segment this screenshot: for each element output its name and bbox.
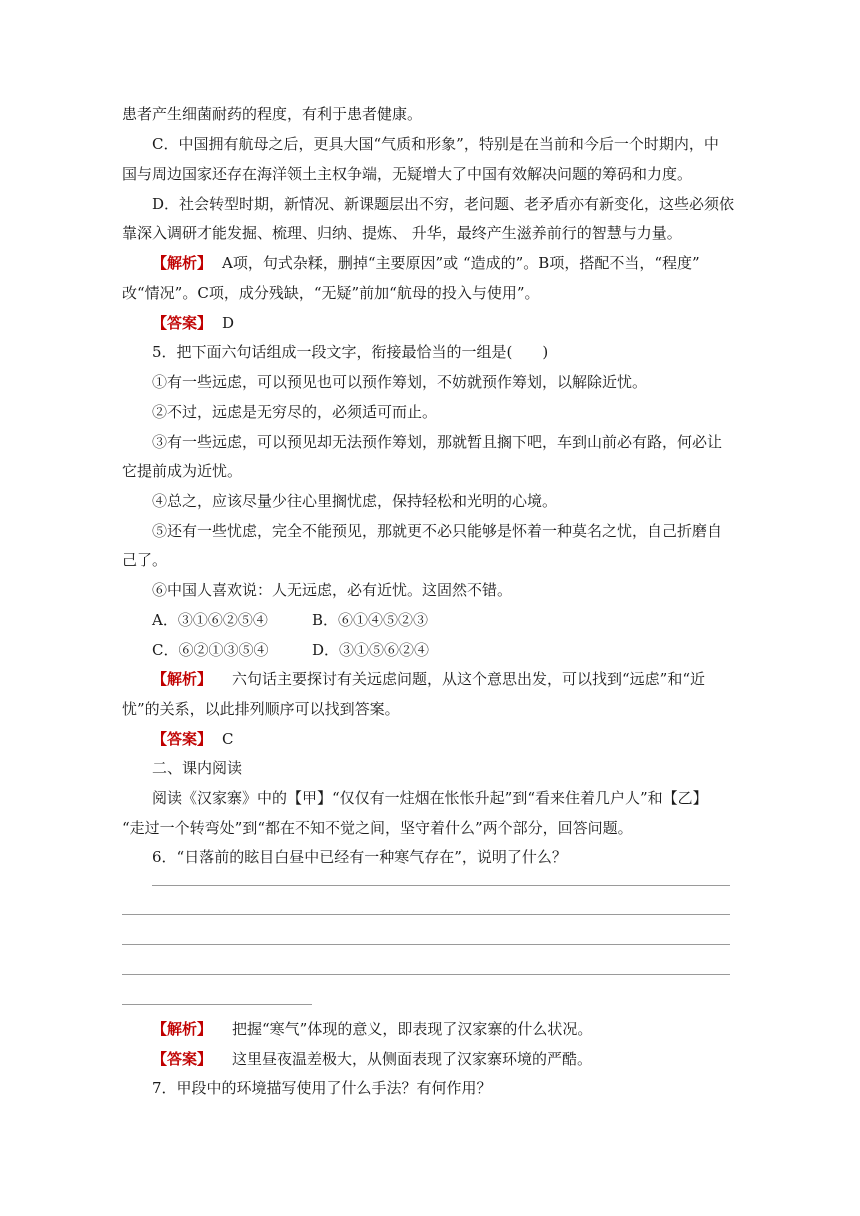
text-line: 改“情况”。C项，成分残缺，“无疑”前加“航母的投入与使用”。 — [122, 284, 540, 302]
text-line: 它提前成为近忧。 — [122, 462, 243, 480]
text-line: 患者产生细菌耐药的程度，有利于患者健康。 — [122, 105, 423, 123]
question-7: 7．甲段中的环境描写使用了什么手法？有何作用？ — [152, 1079, 492, 1097]
text-line: 靠深入调研才能发掘、梳理、归纳、提炼、 升华，最终产生滋养前行的智慧与力量。 — [122, 224, 682, 242]
analysis-text: A项，句式杂糅，删掉“主要原因”或 “造成的”。B项，搭配不当，“程度” — [222, 254, 700, 272]
question-6: 6．“日落前的眩目白昼中已经有一种寒气存在”，说明了什么？ — [152, 848, 567, 866]
analysis-line — [152, 669, 705, 689]
answer-blank-line[interactable] — [152, 885, 730, 886]
sentence-5: ⑤还有一些忧虑，完全不能预见，那就更不必只能够是怀着一种莫名之忧，自己折磨自 — [152, 522, 723, 540]
sentence-1: ①有一些远虑，可以预见也可以预作筹划，不妨就预作筹划，以解除近忧。 — [152, 373, 648, 391]
options-row-2 — [152, 640, 429, 660]
answer-blank-line[interactable] — [122, 944, 730, 945]
option-b: B．⑥①④⑤②③ — [312, 611, 429, 629]
analysis-text: 把握“寒气”体现的意义，即表现了汉家寨的什么状况。 — [232, 1020, 593, 1038]
analysis-tag: 【解析】 — [152, 1020, 213, 1038]
answer-tag: 【答案】 — [152, 1050, 213, 1068]
sentence-4: ④总之，应该尽量少往心里搁忧虑，保持轻松和光明的心境。 — [152, 492, 558, 510]
answer-tag: 【答案】 — [152, 314, 213, 332]
text-line: 忧”的关系，以此排列顺序可以找到答案。 — [122, 700, 400, 718]
option-c-line: C．中国拥有航母之后，更具大国“气质和形象”，特别是在当前和今后一个时期内，中 — [152, 135, 719, 153]
answer-line — [152, 1049, 592, 1069]
reading-instruction: 阅读《汉家寨》中的【甲】“仅仅有一炷烟在怅怅升起”到“看来住着几户人”和【乙】 — [152, 789, 708, 807]
sentence-6: ⑥中国人喜欢说：人无远虑，必有近忧。这固然不错。 — [152, 581, 513, 599]
answer-line — [152, 729, 234, 749]
answer-text: D — [222, 314, 235, 332]
answer-blank-line[interactable] — [122, 914, 730, 915]
analysis-text: 六句话主要探讨有关远虑问题，从这个意思出发，可以找到“远虑”和“近 — [232, 670, 706, 688]
option-a: A．③①⑥②⑤④ — [152, 611, 268, 629]
text-line: 己了。 — [122, 551, 168, 569]
text-line: 国与周边国家还存在海洋领土主权争端，无疑增大了中国有效解决问题的筹码和力度。 — [122, 165, 693, 183]
answer-text: 这里昼夜温差极大，从侧面表现了汉家寨环境的严酷。 — [232, 1050, 593, 1068]
answer-tag: 【答案】 — [152, 730, 213, 748]
option-c: C．⑥②①③⑤④ — [152, 641, 269, 659]
text-line: “走过一个转弯处”到“都在不知不觉之间，坚守着什么”两个部分，回答问题。 — [122, 819, 633, 837]
analysis-tag: 【解析】 — [152, 254, 213, 272]
option-d: D．③①⑤⑥②④ — [312, 641, 430, 659]
answer-text: C — [222, 730, 234, 748]
answer-line — [152, 313, 234, 333]
answer-blank-line[interactable] — [122, 1004, 312, 1005]
analysis-line — [152, 1019, 592, 1039]
section-heading: 二、课内阅读 — [152, 759, 243, 777]
sentence-3: ③有一些远虑，可以预见却无法预作筹划，那就暂且搁下吧，车到山前必有路，何必让 — [152, 433, 723, 451]
question-5: 5．把下面六句话组成一段文字，衔接最恰当的一组是( ) — [152, 343, 549, 361]
option-d-line: D．社会转型时期，新情况、新课题层出不穷，老问题、老矛盾亦有新变化，这些必须依 — [152, 195, 735, 213]
answer-blank-line[interactable] — [122, 974, 730, 975]
analysis-line — [152, 253, 700, 273]
sentence-2: ②不过，远虑是无穷尽的，必须适可而止。 — [152, 403, 438, 421]
options-row-1 — [152, 610, 428, 630]
analysis-tag: 【解析】 — [152, 670, 213, 688]
